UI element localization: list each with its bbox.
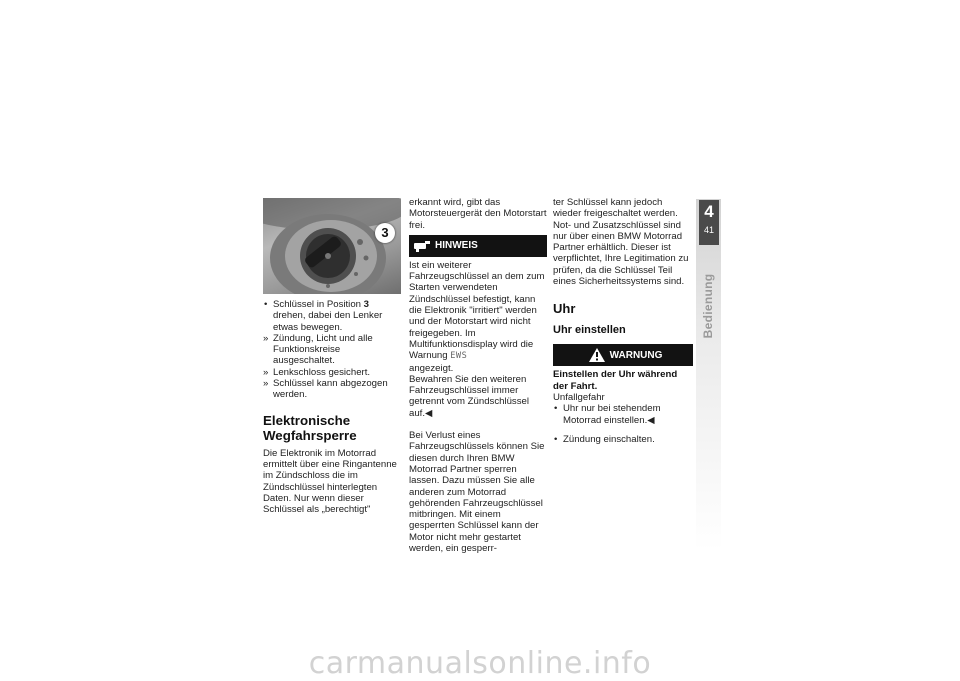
callout-3 <box>375 223 395 243</box>
instruction-step: • Zündung einschalten. <box>553 434 693 445</box>
warning-step: • Uhr nur bei stehendem Motorrad einstellen.◀ <box>553 403 693 426</box>
warning-title: Einstellen der Uhr während der Fahrt. <box>553 369 678 392</box>
callout-number: 3 <box>381 225 389 240</box>
result-item: » Lenkschloss gesichert. <box>263 367 403 378</box>
body-paragraph: erkannt wird, gibt das Motorsteuergerät den Motorstart frei. <box>409 197 547 231</box>
warning-banner <box>553 344 693 366</box>
warning-subtitle: Unfallgefahr <box>553 391 605 403</box>
page-number: 41 <box>703 225 714 235</box>
hint-label: HINWEIS <box>435 240 478 252</box>
section-heading: Uhr <box>553 301 576 317</box>
chapter-tab <box>696 199 721 551</box>
body-paragraph: Not- und Zusatzschlüssel sind nur über einen BMW Motorrad Partner erhältlich. Dieser ist verpflichtet, Ihre Legitimation zu prüfen, da die Schlüssel Teil eines Sicherheitssystems sind. <box>553 219 689 288</box>
end-mark-icon: ◀ <box>647 414 655 426</box>
ignition-lock-photo <box>263 198 401 294</box>
result-item: » Schlüssel kann abgezogen werden. <box>263 378 403 401</box>
result-item: » Zündung, Licht und alle Funktionskreise ausgeschaltet. <box>263 333 403 367</box>
body-paragraph: Bei Verlust eines Fahrzeugschlüssels können Sie diesen durch Ihren BMW Motorrad Partner sperren lassen. Dazu müssen Sie alle anderen zum Motorrad gehörenden Fahrzeugschlüssel mitbringen. Mit einem gesperrten Schlüssel kann der Motor nicht mehr gestartet werden, ein gesperr- <box>409 430 545 555</box>
body-paragraph: Die Elektronik im Motorrad ermittelt über eine Ringantenne im Zündschloss die im Zündschlüssel hinterlegten Daten. Nur wenn dieser Schlüssel als „berechtigt" <box>263 447 397 516</box>
hint-text: angezeigt. <box>409 362 454 374</box>
column-3 <box>553 197 693 445</box>
subsection-heading: Uhr einstellen <box>553 324 626 337</box>
column-2 <box>409 197 547 554</box>
chapter-label: Bedienung <box>701 273 715 339</box>
hint-banner <box>409 235 547 257</box>
watermark: carmanualsonline.info <box>308 646 652 681</box>
section-heading: Elektronische Wegfahrsperre <box>263 412 357 443</box>
chapter-number: 4 <box>704 202 714 221</box>
ews-code: EWS <box>450 351 468 362</box>
hint-text: Ist ein weiterer Fahrzeugschlüssel an dem zum Starten verwendeten Zündschlüssel befestigt, kann die Elektronik "irritiert" werden und der Motorstart wird nicht freigegeben. Im Multifunktionsdisplay wird die Warnung EWS <box>409 259 545 362</box>
body-paragraph: ter Schlüssel kann jedoch wieder freigeschaltet werden. <box>553 197 678 220</box>
column-1 <box>263 299 403 515</box>
warning-triangle-icon <box>588 348 606 362</box>
hint-text: Bewahren Sie den weiteren Fahrzeugschlüssel immer getrennt vom Zündschlüssel auf.◀ <box>409 373 529 419</box>
chapter-page-box <box>699 200 719 245</box>
instruction-step: • Schlüssel in Position 3 drehen, dabei den Lenker etwas bewegen. <box>263 299 403 333</box>
end-mark-icon: ◀ <box>425 407 433 419</box>
wrench-hand-icon <box>413 239 431 253</box>
warning-label: WARNUNG <box>609 349 663 361</box>
